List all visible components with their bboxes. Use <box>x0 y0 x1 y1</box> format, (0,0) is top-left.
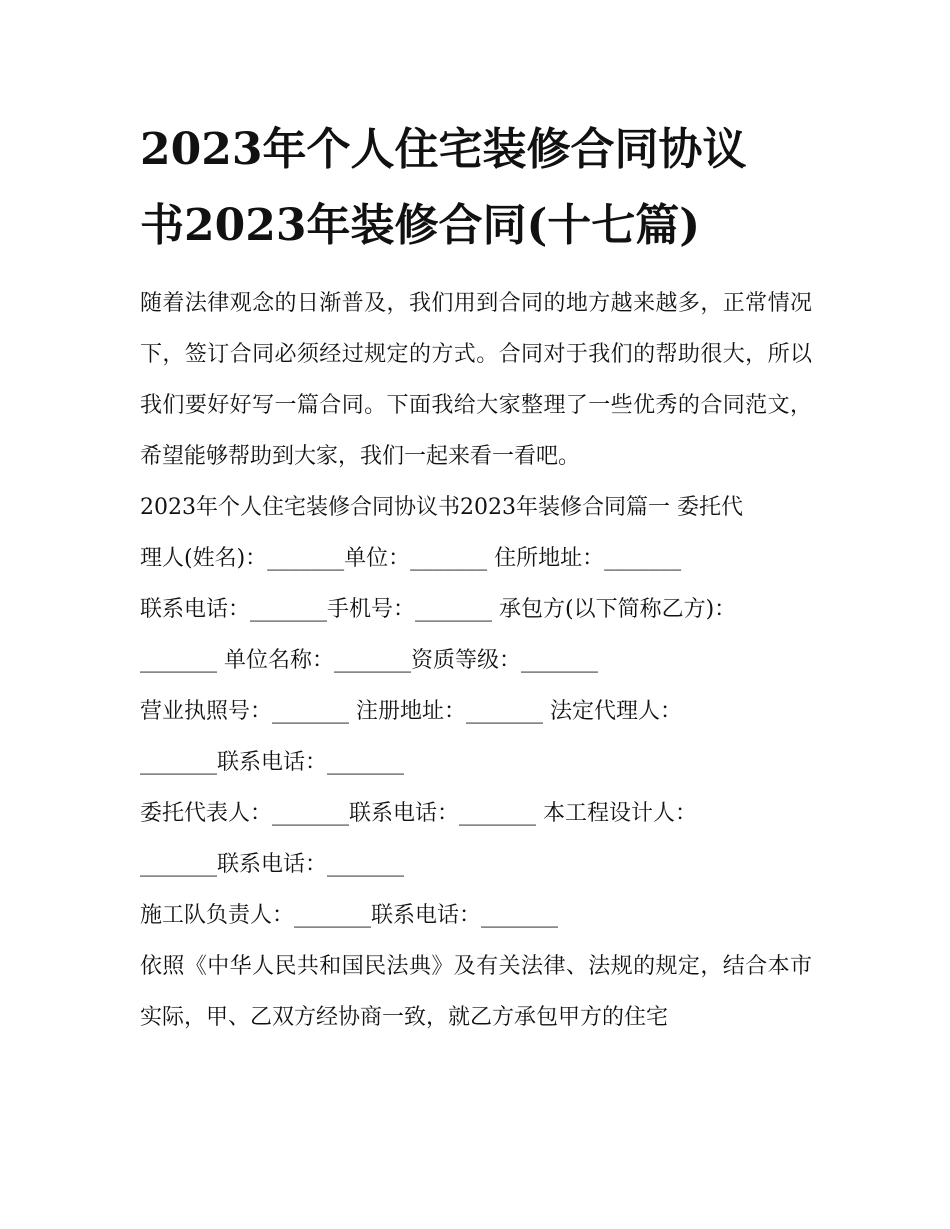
contract-line-7: 委托代表人：_______联系电话：_______ 本工程设计人： <box>140 801 697 826</box>
contract-line-4: _______ 单位名称：_______资质等级：_______ <box>140 648 598 673</box>
title-line-1: 2023年个人住宅装修合同协议 <box>140 124 747 175</box>
contract-line-6: _______联系电话：_______ <box>140 750 405 775</box>
contract-line-3: 联系电话：_______手机号：_______ 承包方(以下简称乙方)： <box>140 597 737 622</box>
title-line-2: 书2023年装修合同(十七篇) <box>140 200 701 251</box>
closing-paragraph: 依照《中华人民共和国民法典》及有关法律、法规的规定，结合本市实际，甲、乙双方经协商一致，就乙方承包甲方的住宅 <box>140 954 812 1030</box>
document-title <box>140 112 812 264</box>
contract-header-block <box>140 482 812 941</box>
contract-line-5: 营业执照号：_______ 注册地址：_______ 法定代理人： <box>140 699 682 724</box>
contract-line-9: 施工队负责人：_______联系电话：_______ <box>140 903 559 928</box>
contract-line-2: 理人(姓名)：_______单位：_______ 住所地址：_______ <box>140 546 682 571</box>
contract-line-1: 2023年个人住宅装修合同协议书2023年装修合同篇一 委托代 <box>140 495 743 520</box>
intro-paragraph: 随着法律观念的日渐普及，我们用到合同的地方越来越多，正常情况下，签订合同必须经过规定的方式。合同对于我们的帮助很大，所以我们要好好写一篇合同。下面我给大家整理了一些优秀的合同范文，希望能够帮助到大家，我们一起来看一看吧。 <box>140 291 812 469</box>
contract-line-8: _______联系电话：_______ <box>140 852 405 877</box>
document-page <box>140 112 812 1043</box>
